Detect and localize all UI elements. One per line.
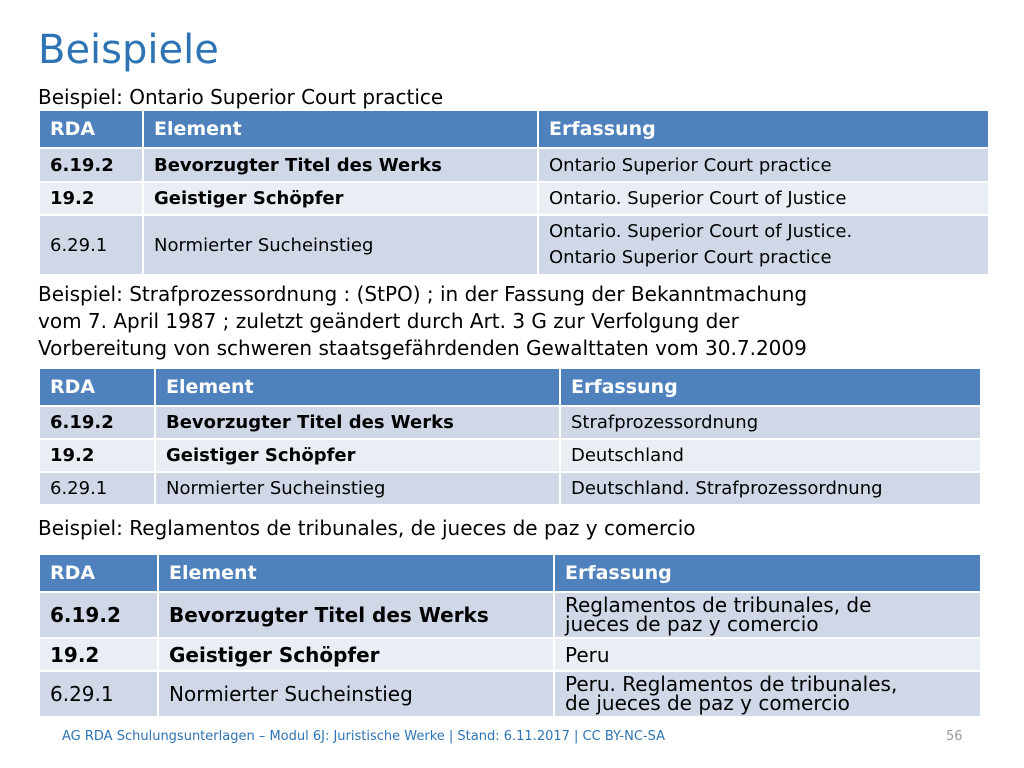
slide-title: Beispiele — [38, 27, 219, 73]
erfassung-line: Reglamentos de tribunales, de — [565, 593, 872, 617]
table-row — [39, 439, 981, 472]
erfassung-line: Ontario Superior Court practice — [549, 247, 832, 268]
table-row — [39, 406, 981, 439]
example-2-table — [38, 367, 982, 506]
header-erfassung: Erfassung — [538, 110, 989, 148]
header-erfassung: Erfassung — [560, 368, 981, 406]
erfassung-cell — [538, 215, 989, 275]
example-1-caption: Beispiel: Ontario Superior Court practice — [38, 85, 444, 109]
erfassung-cell: Ontario Superior Court practice — [538, 148, 989, 182]
rda-cell: 19.2 — [39, 439, 155, 472]
table-row — [39, 148, 989, 182]
rda-cell: 6.29.1 — [39, 671, 158, 717]
header-element: Element — [155, 368, 560, 406]
element-cell: Normierter Sucheinstieg — [143, 215, 538, 275]
erfassung-line: Ontario. Superior Court of Justice. — [549, 221, 853, 242]
footer-text: AG RDA Schulungsunterlagen – Modul 6J: Juristische Werke | Stand: 6.11.2017 | CC BY-NC-SA — [62, 729, 666, 744]
table-header-row — [39, 368, 981, 406]
erfassung-cell: Ontario. Superior Court of Justice — [538, 182, 989, 215]
header-rda: RDA — [39, 368, 155, 406]
rda-cell: 6.19.2 — [39, 592, 158, 638]
element-cell: Bevorzugter Titel des Werks — [143, 148, 538, 182]
example-3-table — [38, 553, 982, 718]
erfassung-cell — [554, 671, 981, 717]
element-cell: Geistiger Schöpfer — [155, 439, 560, 472]
element-cell: Geistiger Schöpfer — [143, 182, 538, 215]
rda-cell: 6.29.1 — [39, 215, 143, 275]
example-3-caption: Beispiel: Reglamentos de tribunales, de jueces de paz y comercio — [38, 516, 696, 540]
page-number: 56 — [946, 729, 963, 744]
table-header-row — [39, 554, 981, 592]
caption-line: vom 7. April 1987 ; zuletzt geändert durch Art. 3 G zur Verfolgung der — [38, 309, 739, 333]
header-element: Element — [158, 554, 554, 592]
erfassung-cell — [554, 592, 981, 638]
rda-cell: 19.2 — [39, 638, 158, 671]
erfassung-cell: Peru — [554, 638, 981, 671]
caption-line: Beispiel: Strafprozessordnung : (StPO) ; in der Fassung der Bekanntmachung — [38, 282, 808, 306]
header-rda: RDA — [39, 554, 158, 592]
erfassung-line: de jueces de paz y comercio — [565, 691, 850, 715]
element-cell: Normierter Sucheinstieg — [155, 472, 560, 505]
caption-line: Vorbereitung von schweren staatsgefährdenden Gewalttaten vom 30.7.2009 — [38, 336, 807, 360]
table-row — [39, 638, 981, 671]
table-row — [39, 472, 981, 505]
header-erfassung: Erfassung — [554, 554, 981, 592]
rda-cell: 6.29.1 — [39, 472, 155, 505]
table-row — [39, 592, 981, 638]
rda-cell: 19.2 — [39, 182, 143, 215]
erfassung-cell: Deutschland. Strafprozessordnung — [560, 472, 981, 505]
table-header-row — [39, 110, 989, 148]
table-row — [39, 182, 989, 215]
table-row — [39, 215, 989, 275]
element-cell: Bevorzugter Titel des Werks — [158, 592, 554, 638]
erfassung-cell: Deutschland — [560, 439, 981, 472]
header-rda: RDA — [39, 110, 143, 148]
element-cell: Bevorzugter Titel des Werks — [155, 406, 560, 439]
element-cell: Normierter Sucheinstieg — [158, 671, 554, 717]
erfassung-line: Peru. Reglamentos de tribunales, — [565, 672, 898, 696]
rda-cell: 6.19.2 — [39, 406, 155, 439]
element-cell: Geistiger Schöpfer — [158, 638, 554, 671]
rda-cell: 6.19.2 — [39, 148, 143, 182]
erfassung-line: jueces de paz y comercio — [565, 612, 819, 636]
header-element: Element — [143, 110, 538, 148]
example-2-caption — [38, 281, 807, 362]
erfassung-cell: Strafprozessordnung — [560, 406, 981, 439]
table-row — [39, 671, 981, 717]
example-1-table — [38, 109, 990, 276]
